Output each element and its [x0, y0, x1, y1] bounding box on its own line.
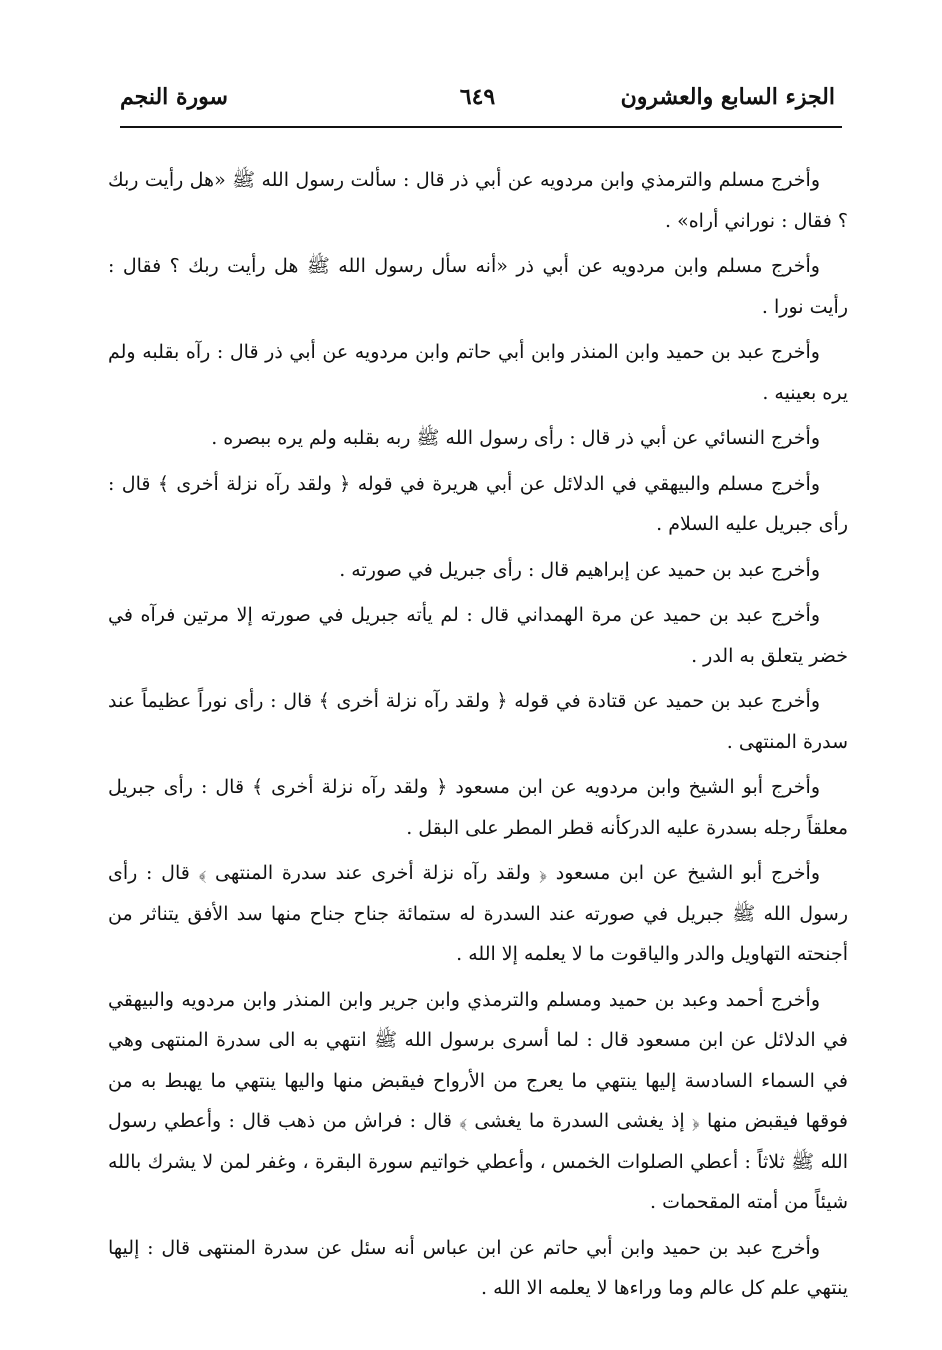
- page-number: ٦٤٩: [459, 84, 496, 110]
- paragraph: وأخرج أبو الشيخ وابن مردويه عن ابن مسعود ﴿ ولقد رآه نزلة أخرى ﴾ قال : رأى جبريل معلقاً رجله بسدرة عليه الدركأنه قطر المطر على البقل .: [108, 776, 848, 839]
- header-rule: [120, 126, 842, 128]
- paragraph: وأخرج أبو الشيخ عن ابن مسعود ﴿ ولقد رآه نزلة أخرى عند سدرة المنتهى ﴾ قال : رأى رسول الله ﷺ جبريل في صورته عند السدرة له ستمائة جناح جناح منها سد الأفق يتناثر من أجنحته التهاويل والدر والياقوت ما لا يعلمه إلا الله .: [108, 862, 848, 965]
- paragraph: وأخرج عبد بن حميد وابن أبي حاتم عن ابن عباس أنه سئل عن سدرة المنتهى قال : إليها ينتهي علم كل عالم وما وراءها لا يعلمه الا الله .: [108, 1236, 848, 1299]
- page-header: [120, 78, 835, 118]
- paragraph: وأخرج مسلم وابن مردويه عن أبي ذر «أنه سأل رسول الله ﷺ هل رأيت ربك ؟ فقال : رأيت نورا .: [108, 255, 848, 318]
- paragraph: وأخرج عبد بن حميد عن إبراهيم قال : رأى جبريل في صورته .: [339, 558, 820, 581]
- paragraph: وأخرج مسلم والترمذي وابن مردويه عن أبي ذر قال : سألت رسول الله ﷺ «هل رأيت ربك ؟ فقال : نوراني أراه» .: [108, 169, 848, 232]
- paragraph: وأخرج عبد بن حميد عن قتادة في قوله ﴿ ولقد رآه نزلة أخرى ﴾ قال : رأى نوراً عظيماً عند سدرة المنتهى .: [108, 690, 848, 753]
- part-title: الجزء السابع والعشرون: [620, 84, 835, 110]
- paragraph: وأخرج أحمد وعبد بن حميد ومسلم والترمذي وابن جرير وابن المنذر وابن مردويه والبيهقي في الدلائل عن ابن مسعود قال : لما أسرى برسول الله ﷺ انتهي به الى سدرة المنتهى وهي في السماء السادسة إليها ينتهي ما يعرج من الأرواح فيقبض منها واليها ينتهي ما يهبط به من فوقها فيقبض منها ﴿ إذ يغشى السدرة ما يغشى ﴾ قال : فراش من ذهب قال : وأعطي رسول الله ﷺ ثلاثاً : أعطي الصلوات الخمس ، وأعطي خواتيم سورة البقرة ، وغفر لمن لا يشرك بالله شيئاً من أمته المقحمات .: [108, 988, 848, 1213]
- page-body: [108, 160, 848, 1314]
- surah-title: سورة النجم: [120, 84, 228, 110]
- paragraph: وأخرج مسلم والبيهقي في الدلائل عن أبي هريرة في قوله ﴿ ولقد رآه نزلة أخرى ﴾ قال : رأى جبريل عليه السلام .: [108, 472, 848, 535]
- paragraph: وأخرج عبد بن حميد عن مرة الهمداني قال : لم يأته جبريل في صورته إلا مرتين فرآه في خضر يتعلق به الدر .: [108, 604, 848, 667]
- paragraph: وأخرج النسائي عن أبي ذر قال : رأى رسول الله ﷺ ربه بقلبه ولم يره ببصره .: [211, 427, 820, 449]
- paragraph: وأخرج عبد بن حميد وابن المنذر وابن أبي حاتم وابن مردويه عن أبي ذر قال : رآه بقلبه ولم يره بعينيه .: [108, 341, 848, 404]
